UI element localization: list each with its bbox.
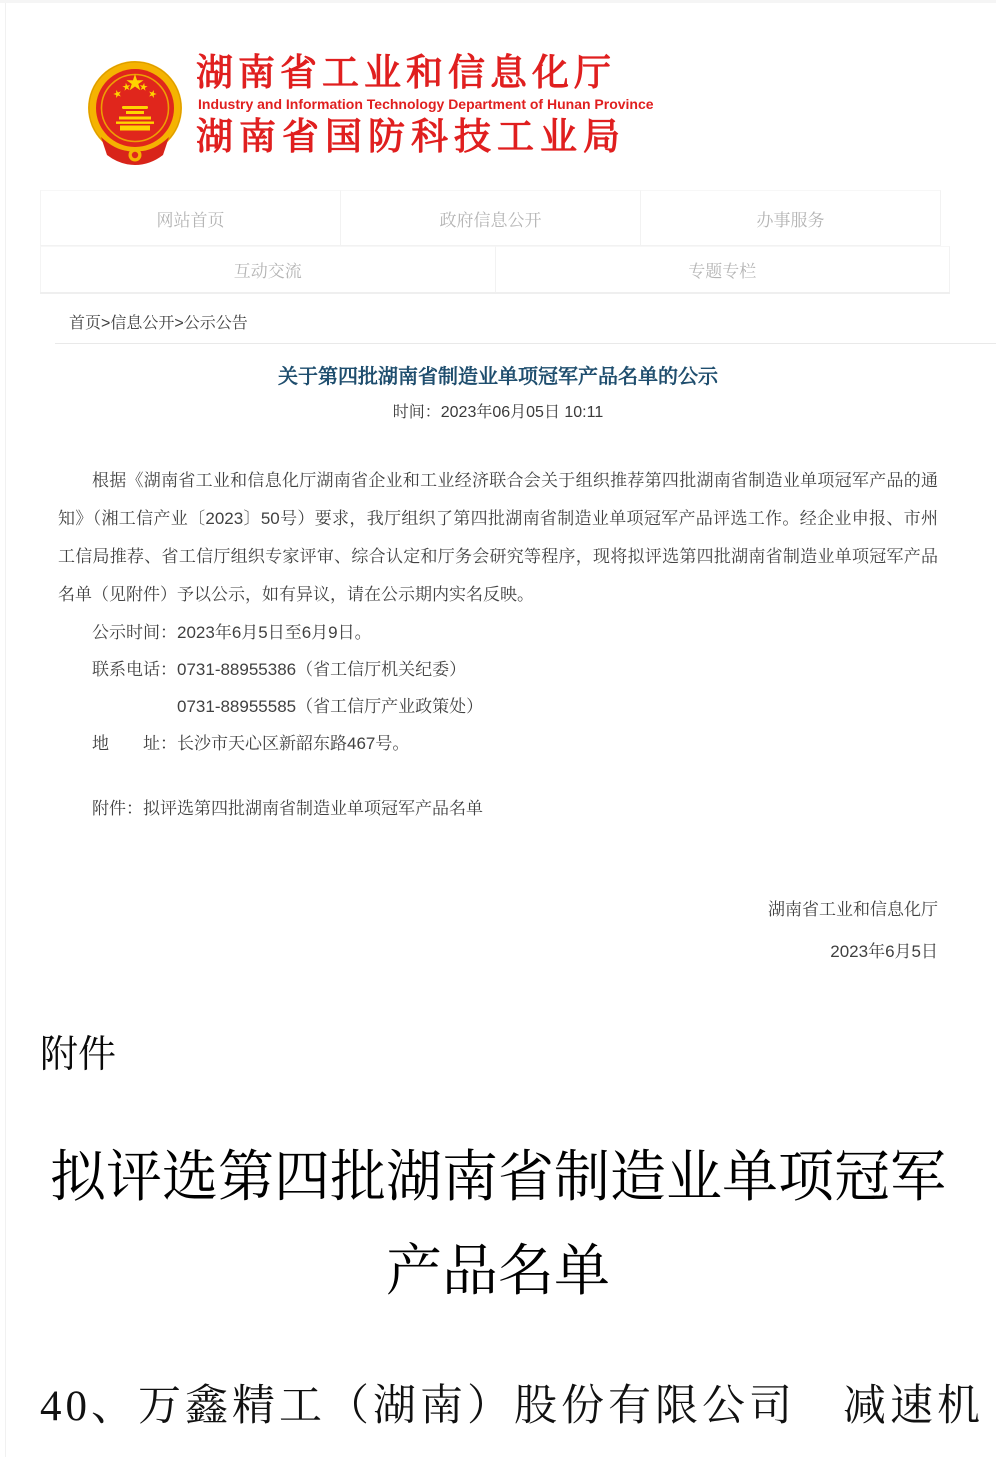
attachment-title-line1: 拟评选第四批湖南省制造业单项冠军: [50, 1145, 946, 1208]
article-time: 时间：2023年06月05日 10:11: [392, 404, 604, 421]
attachment-title: [0, 1130, 996, 1318]
attachment-reference-line: 附件：拟评选第四批湖南省制造业单项冠军产品名单: [92, 799, 483, 818]
nav-item-interaction[interactable]: 互动交流: [40, 246, 496, 292]
article-title: 关于第四批湖南省制造业单项冠军产品名单的公示: [278, 366, 718, 388]
org-title-block: [196, 53, 654, 158]
contact-phone-line-1: 联系电话：0731-88955386（省工信厅机关纪委）: [92, 660, 467, 679]
article: [0, 360, 996, 973]
attachment-label: 附件: [40, 1034, 117, 1076]
breadcrumb-bar: [55, 304, 996, 344]
national-emblem-icon: [84, 59, 186, 176]
notice-period-line: 公示时间：2023年6月5日至6月9日。: [92, 623, 372, 642]
org-name-line2: 湖南省国防科技工业局: [196, 116, 626, 157]
nav-row-2: [40, 246, 950, 294]
org-name-english: Industry and Information Technology Department of Hunan Province: [198, 96, 654, 112]
nav-item-services[interactable]: 办事服务: [641, 190, 941, 246]
article-paragraph: 根据《湖南省工业和信息化厅湖南省企业和工业经济联合会关于组织推荐第四批湖南省制造业单项冠军产品的通知》（湘工信产业〔2023〕50号）要求，我厅组织了第四批湖南省制造业单项冠军产品评选工作。经企业申报、市州工信局推荐、省工信厅组织专家评审、综合认定和厅务会研究等程序，现将拟评选第四批湖南省制造业单项冠军产品名单（见附件）予以公示，如有异议，请在公示期内实名反映。: [58, 471, 938, 604]
nav-item-home[interactable]: 网站首页: [40, 190, 341, 246]
nav-row-1: [40, 190, 941, 246]
site-header: [0, 3, 996, 176]
nav-item-special-topics[interactable]: 专题专栏: [496, 246, 951, 292]
nav-item-gov-info[interactable]: 政府信息公开: [341, 190, 641, 246]
org-name-line1: 湖南省工业和信息化厅: [196, 52, 616, 93]
contact-phone-line-2: 0731-88955585（省工信厅产业政策处）: [177, 697, 484, 716]
breadcrumb[interactable]: 首页>信息公开>公示公告: [69, 315, 248, 332]
attachment-section: [0, 1023, 996, 1457]
main-nav: [0, 190, 996, 294]
list-entry-40: 40、万鑫精工（湖南）股份有限公司 减速机: [40, 1383, 984, 1430]
signature-org: 湖南省工业和信息化厅: [768, 900, 938, 919]
attachment-title-line2: 产品名单: [386, 1239, 610, 1302]
signature-date: 2023年6月5日: [830, 942, 938, 961]
address-line: 地 址：长沙市天心区新韶东路467号。: [92, 734, 410, 753]
